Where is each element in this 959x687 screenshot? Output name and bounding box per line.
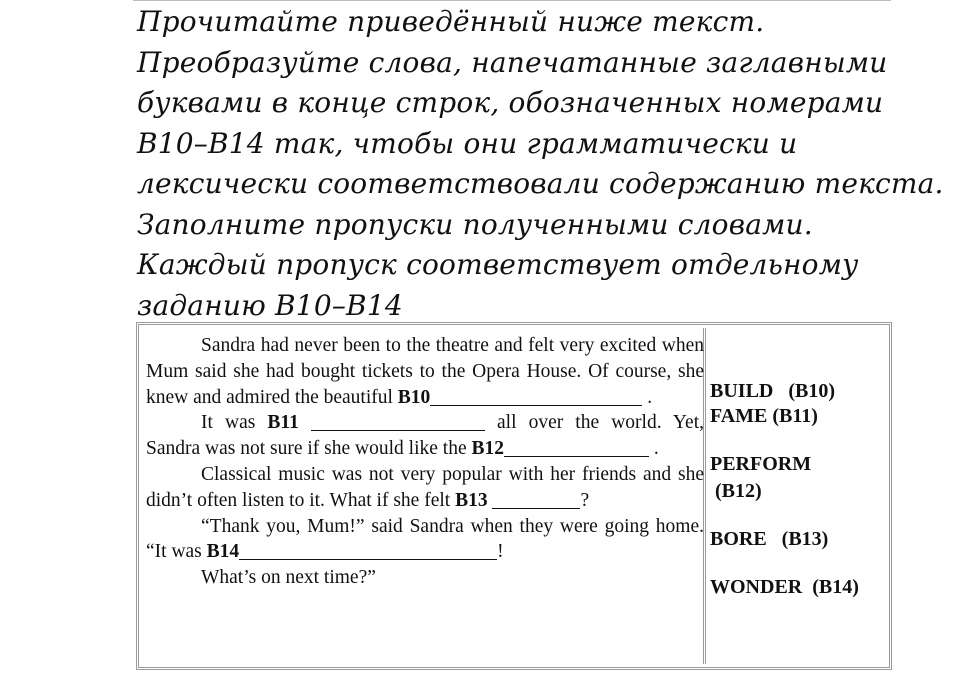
passage-paragraph-2 [146,410,704,462]
instruction-line: B10–B14 так, чтобы они грамматически и [137,126,798,160]
instruction-line: Заполните пропуски полученными словами. [137,207,813,241]
instruction-line: буквами в конце строк, обозначенных номерами [137,86,884,119]
key-words-cell [709,328,885,664]
instruction-line: заданию B10–B14 [137,288,403,322]
top-divider [133,0,891,1]
paragraph-text: What’s on next time?” [201,567,376,589]
gap-label-b12: B12 [471,438,504,460]
answer-blank-b10[interactable] [430,387,642,406]
passage-paragraph-5 [146,565,704,591]
instruction-line: лексически соответствовали содержанию текста. [137,167,944,200]
key-word-b12: PERFORM [710,453,812,475]
paragraph-text: “Thank you, Mum!” said Sandra when they were going home. “It was [146,515,704,563]
answer-blank-b14[interactable] [239,541,497,560]
gap-label-b11: B11 [267,412,299,434]
paragraph-end: . [647,386,653,408]
key-word-b11: FAME (B11) [710,405,818,427]
passage-text [146,333,704,591]
gap-label-b13: B13 [455,489,488,511]
paragraph-text: It was [201,412,256,434]
passage-paragraph-3 [146,462,704,514]
key-word-b13: BORE (B13) [710,528,829,550]
passage-cell [142,328,706,664]
answer-blank-b11[interactable] [311,412,485,431]
instruction-line: Каждый пропуск соответствует отдельному [137,248,859,281]
paragraph-end: . [653,438,659,460]
key-word-b12-label: (B12) [715,480,762,502]
instruction-line: Преобразуйте слова, напечатанные заглавными [137,45,888,79]
task-instructions [137,2,944,326]
paragraph-text: Classical music was not very popular with her friends and she didn’t often listen to it. What if she felt [146,463,704,511]
paragraph-end: ? [580,489,590,511]
answer-blank-b12[interactable] [504,438,649,457]
key-word-b10: BUILD (B10) [710,380,836,402]
paragraph-end: ! [497,541,504,563]
answer-blank-b13[interactable] [492,490,580,509]
passage-paragraph-1 [146,333,704,410]
paragraph-text: Sandra had never been to the theatre and felt very excited when Mum said she had bought tickets to the Opera House. Of course, she knew and admired the beautiful [146,335,704,408]
instruction-line: Прочитайте приведённый ниже текст. [137,5,765,38]
gap-label-b14: B14 [206,541,240,563]
task-table [136,322,892,670]
paragraph-text: all over the world. Yet, Sandra was not sure if she would like the [146,412,704,460]
passage-paragraph-4 [146,514,704,566]
key-word-b14: WONDER (B14) [710,576,859,598]
gap-label-b10: B10 [397,386,431,408]
